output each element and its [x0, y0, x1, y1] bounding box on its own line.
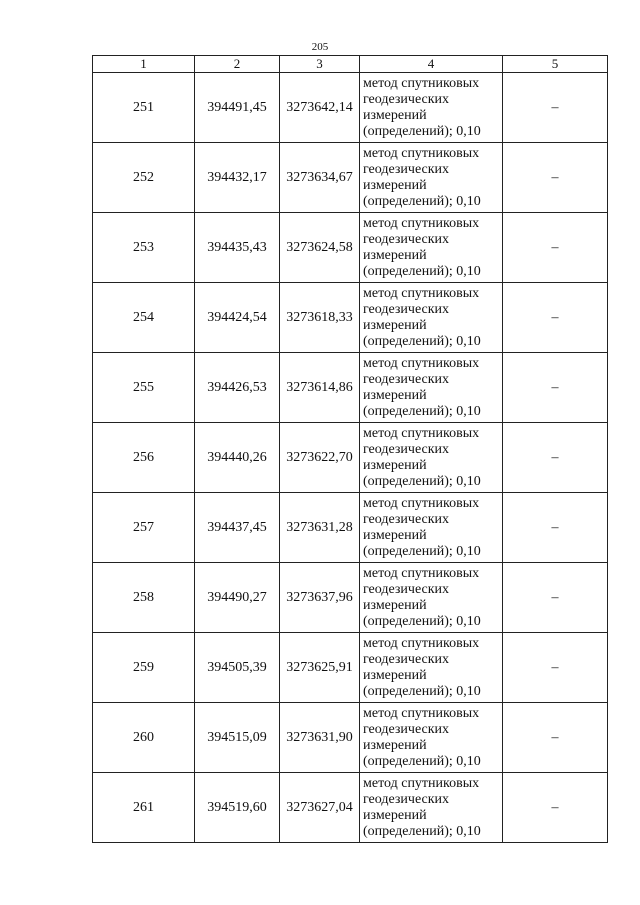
column-header-4: 4	[360, 56, 503, 73]
method-line: (определений); 0,10	[363, 333, 481, 349]
method-cell	[360, 73, 503, 143]
x-coordinate-cell: 394519,60	[195, 773, 280, 843]
y-coordinate-cell: 3273625,91	[280, 633, 360, 703]
y-coordinate-cell: 3273631,90	[280, 703, 360, 773]
table-row	[93, 633, 608, 703]
method-cell	[360, 213, 503, 283]
method-cell	[360, 773, 503, 843]
note-cell: –	[503, 773, 608, 843]
method-line: геодезических	[363, 161, 450, 177]
column-header-3: 3	[280, 56, 360, 73]
method-line: измерений	[363, 107, 427, 123]
method-line: измерений	[363, 807, 427, 823]
note-cell: –	[503, 143, 608, 213]
point-number-cell: 259	[93, 633, 195, 703]
method-line: метод спутниковых	[363, 425, 480, 441]
note-cell: –	[503, 703, 608, 773]
method-line: геодезических	[363, 371, 450, 387]
method-line: геодезических	[363, 651, 450, 667]
method-line: измерений	[363, 737, 427, 753]
y-coordinate-cell: 3273634,67	[280, 143, 360, 213]
point-number-cell: 260	[93, 703, 195, 773]
method-line: (определений); 0,10	[363, 193, 481, 209]
point-number-cell: 253	[93, 213, 195, 283]
coordinates-table	[92, 55, 608, 843]
point-number-cell: 261	[93, 773, 195, 843]
y-coordinate-cell: 3273631,28	[280, 493, 360, 563]
method-line: геодезических	[363, 511, 450, 527]
y-coordinate-cell: 3273618,33	[280, 283, 360, 353]
x-coordinate-cell: 394491,45	[195, 73, 280, 143]
method-line: измерений	[363, 247, 427, 263]
method-line: (определений); 0,10	[363, 473, 481, 489]
method-line: (определений); 0,10	[363, 683, 481, 699]
table-row	[93, 493, 608, 563]
x-coordinate-cell: 394424,54	[195, 283, 280, 353]
method-line: метод спутниковых	[363, 75, 480, 91]
note-cell: –	[503, 423, 608, 493]
method-cell	[360, 143, 503, 213]
method-line: (определений); 0,10	[363, 753, 481, 769]
method-line: метод спутниковых	[363, 495, 480, 511]
method-line: метод спутниковых	[363, 285, 480, 301]
method-line: (определений); 0,10	[363, 263, 481, 279]
method-cell	[360, 703, 503, 773]
note-cell: –	[503, 73, 608, 143]
method-line: измерений	[363, 597, 427, 613]
table-row	[93, 213, 608, 283]
point-number-cell: 256	[93, 423, 195, 493]
method-line: метод спутниковых	[363, 705, 480, 721]
note-cell: –	[503, 213, 608, 283]
method-line: геодезических	[363, 441, 450, 457]
point-number-cell: 252	[93, 143, 195, 213]
method-line: метод спутниковых	[363, 635, 480, 651]
y-coordinate-cell: 3273614,86	[280, 353, 360, 423]
point-number-cell: 251	[93, 73, 195, 143]
method-line: геодезических	[363, 721, 450, 737]
method-line: метод спутниковых	[363, 775, 480, 791]
method-cell	[360, 283, 503, 353]
method-line: измерений	[363, 527, 427, 543]
method-line: измерений	[363, 667, 427, 683]
y-coordinate-cell: 3273622,70	[280, 423, 360, 493]
x-coordinate-cell: 394435,43	[195, 213, 280, 283]
method-line: (определений); 0,10	[363, 543, 481, 559]
note-cell: –	[503, 633, 608, 703]
y-coordinate-cell: 3273637,96	[280, 563, 360, 633]
method-line: (определений); 0,10	[363, 823, 481, 839]
method-line: (определений); 0,10	[363, 403, 481, 419]
method-cell	[360, 633, 503, 703]
table-row	[93, 283, 608, 353]
table-row	[93, 73, 608, 143]
note-cell: –	[503, 493, 608, 563]
method-line: метод спутниковых	[363, 355, 480, 371]
y-coordinate-cell: 3273624,58	[280, 213, 360, 283]
method-cell	[360, 353, 503, 423]
method-line: измерений	[363, 177, 427, 193]
method-cell	[360, 423, 503, 493]
x-coordinate-cell: 394432,17	[195, 143, 280, 213]
method-cell	[360, 563, 503, 633]
method-line: геодезических	[363, 301, 450, 317]
method-line: геодезических	[363, 581, 450, 597]
table-body	[93, 73, 608, 843]
method-line: геодезических	[363, 231, 450, 247]
x-coordinate-cell: 394490,27	[195, 563, 280, 633]
note-cell: –	[503, 353, 608, 423]
method-line: измерений	[363, 317, 427, 333]
point-number-cell: 257	[93, 493, 195, 563]
note-cell: –	[503, 283, 608, 353]
table-row	[93, 773, 608, 843]
note-cell: –	[503, 563, 608, 633]
point-number-cell: 254	[93, 283, 195, 353]
y-coordinate-cell: 3273642,14	[280, 73, 360, 143]
method-line: измерений	[363, 387, 427, 403]
method-line: метод спутниковых	[363, 565, 480, 581]
header-row	[93, 56, 608, 73]
method-line: (определений); 0,10	[363, 123, 481, 139]
table-row	[93, 563, 608, 633]
x-coordinate-cell: 394505,39	[195, 633, 280, 703]
page-number: 205	[311, 41, 329, 53]
y-coordinate-cell: 3273627,04	[280, 773, 360, 843]
method-line: измерений	[363, 457, 427, 473]
method-cell	[360, 493, 503, 563]
x-coordinate-cell: 394426,53	[195, 353, 280, 423]
method-line: геодезических	[363, 791, 450, 807]
x-coordinate-cell: 394437,45	[195, 493, 280, 563]
table-row	[93, 703, 608, 773]
method-line: геодезических	[363, 91, 450, 107]
column-header-1: 1	[93, 56, 195, 73]
table-row	[93, 353, 608, 423]
point-number-cell: 258	[93, 563, 195, 633]
method-line: (определений); 0,10	[363, 613, 481, 629]
column-header-2: 2	[195, 56, 280, 73]
method-line: метод спутниковых	[363, 215, 480, 231]
method-line: метод спутниковых	[363, 145, 480, 161]
table-row	[93, 143, 608, 213]
x-coordinate-cell: 394440,26	[195, 423, 280, 493]
table-row	[93, 423, 608, 493]
point-number-cell: 255	[93, 353, 195, 423]
x-coordinate-cell: 394515,09	[195, 703, 280, 773]
column-header-5: 5	[503, 56, 608, 73]
